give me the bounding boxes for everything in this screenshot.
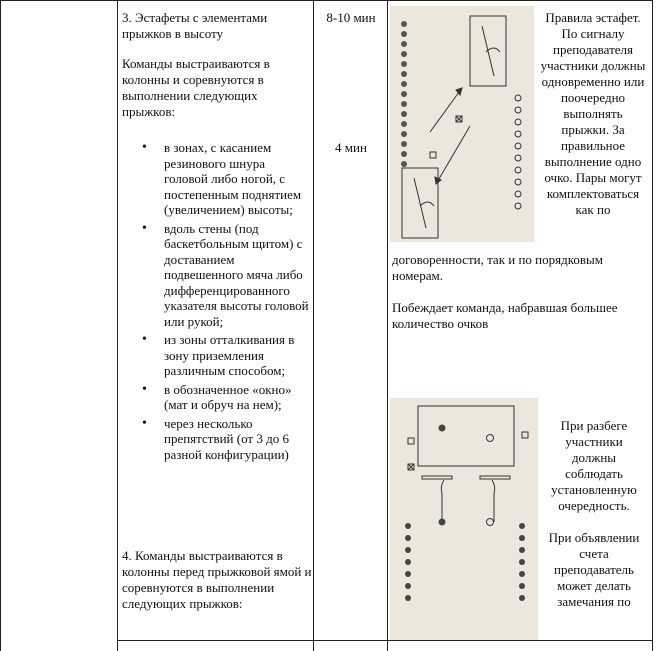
table-top-border [0,0,653,1]
table-border-right [652,0,653,651]
section4-heading: 4. Команды выстраиваются в колонны перед прыжковой ямой и соревнуются в выполнении следующих прыжков: [122,548,312,611]
table-divider-2 [313,0,314,651]
relay-rules-continued: договоренности, так и по порядковым номерам. [392,252,603,283]
table-divider-1 [117,0,118,651]
winner-rule: Побеждает команда, набравшая большее количество очков [392,300,618,331]
relay-rules: Правила эстафет. По сигналу преподавателя участники должны одновременно или поочередно выполнять прыжки. За правильное выполнение одно очко. Пары могут комплектоваться как по [540,10,646,217]
section3-intro: Команды выстраиваются в колонны и соревнуются в выполнении следующих прыжков: [122,56,270,119]
table-bottom-border [118,640,653,641]
scoring-note: При объявлении счета преподаватель может делать замечания по [548,530,640,609]
jump-list [140,140,310,465]
table-divider-3 [387,0,388,651]
list-item: • в обозначенное «окно» (мат и обруч на нем); [140,382,310,413]
time-label-2: 4 мин [335,140,367,155]
list-item: • вдоль стены (под баскетбольным щитом) с доставанием подвешенного мяча либо дифференцированного указателя высоты головой или рукой; [140,221,310,330]
time-label-1: 8-10 мин [326,10,376,25]
jump-pit-diagram [390,398,538,640]
section3-heading: 3. Эстафеты с элементами прыжков в высоту [122,10,268,41]
diagram-background [390,6,534,242]
list-item: • через несколько препятствий (от 3 до 6 разной конфигурации) [140,416,310,463]
run-up-note: При разбеге участники должны соблюдать установленную очередность. [551,418,637,513]
table-border-left [0,0,1,651]
relay-diagram-1 [390,6,534,242]
list-item: • из зоны отталкивания в зону приземления различным способом; [140,332,310,379]
diagram-background [390,398,538,640]
list-item: • в зонах, с касанием резинового шнура головой либо ногой, с постепенным поднятием (увеличением) высоты; [140,140,310,218]
